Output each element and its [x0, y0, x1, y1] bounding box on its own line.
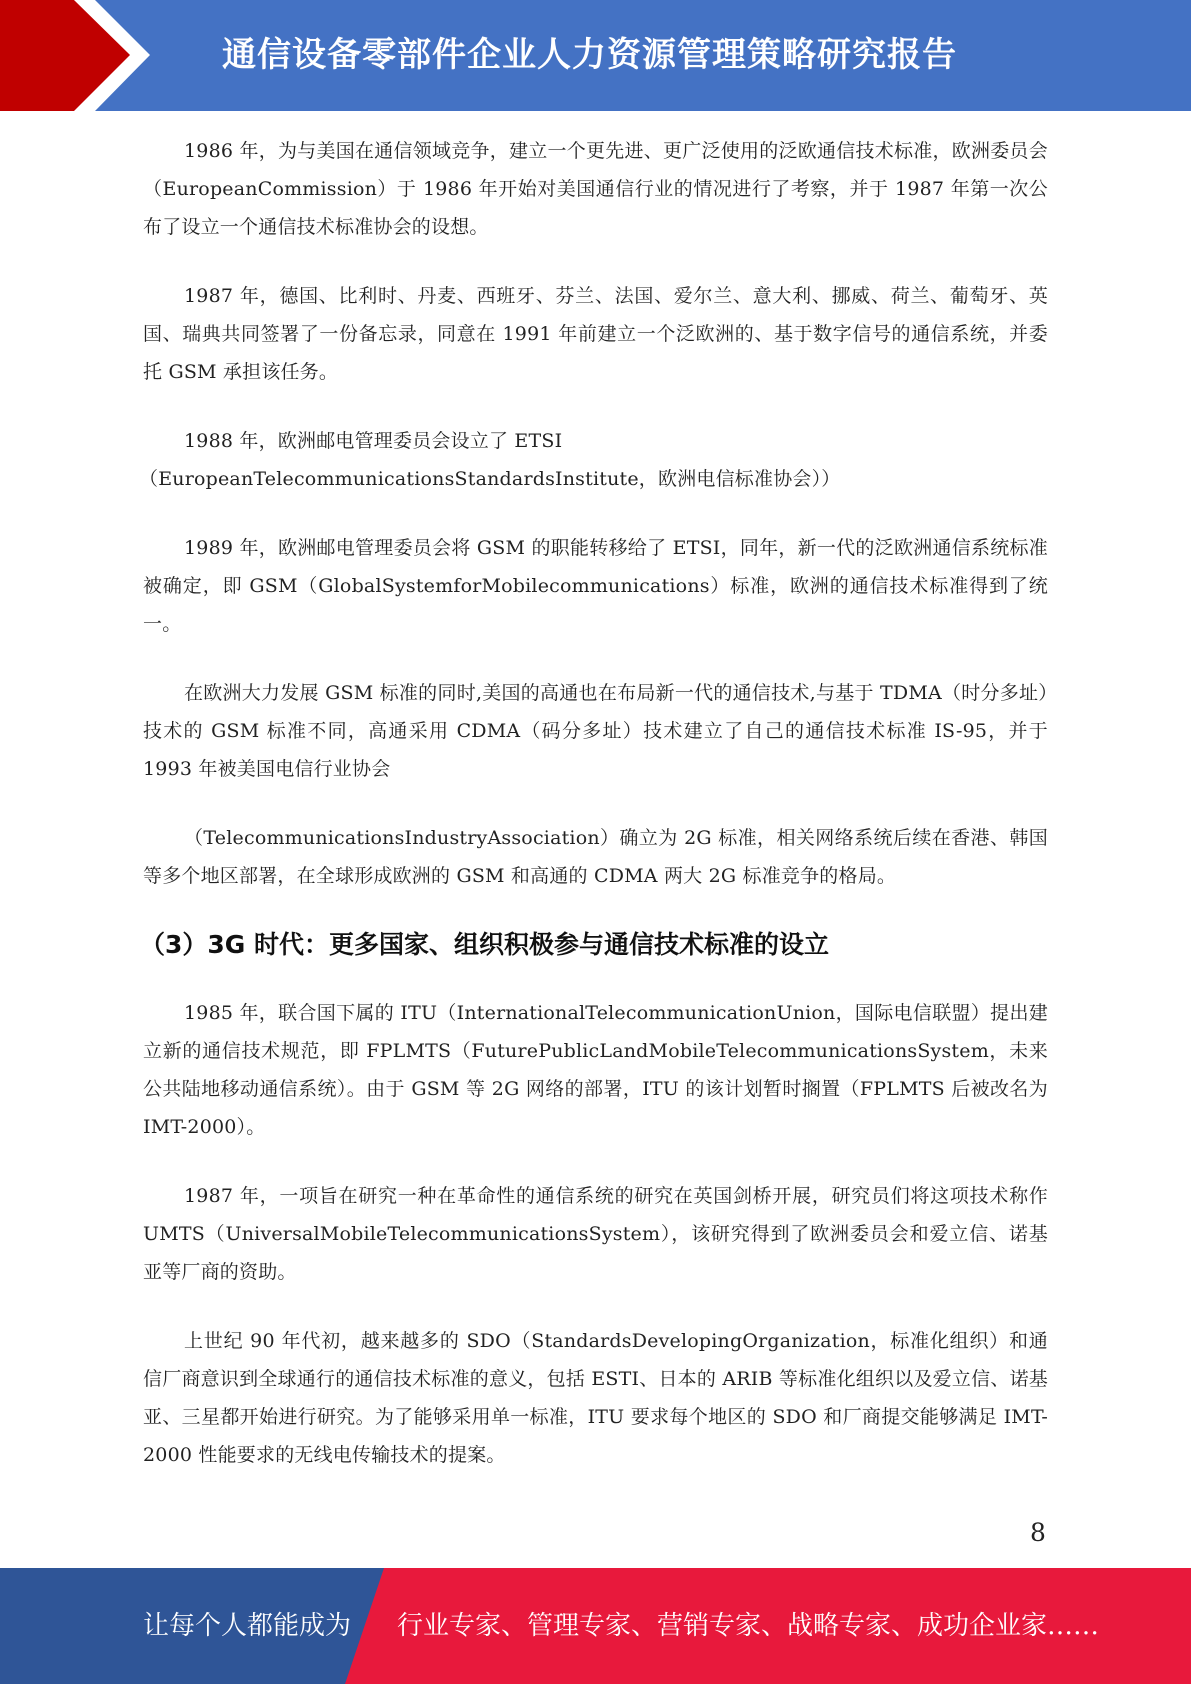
paragraph: 1988 年，欧洲邮电管理委员会设立了 ETSI	[184, 430, 563, 452]
paragraph: （TelecommunicationsIndustryAssociation）确立为 2G 标准，相关网络系统后续在香港、韩国等多个地区部署，在全球形成欧洲的 GSM 和高通的 CDMA 两大 2G 标准竞争的格局。	[143, 827, 1048, 887]
header-title: 通信设备零部件企业人力资源管理策略研究报告	[222, 35, 957, 75]
section-heading: （3）3G 时代：更多国家、组织积极参与通信技术标准的设立	[140, 930, 830, 959]
document-body	[139, 132, 1048, 1505]
paragraph: （EuropeanTelecommunicationsStandardsInstitute，欧洲电信标准协会））	[139, 468, 841, 490]
footer-slogan-left: 让每个人都能成为	[143, 1611, 352, 1641]
footer-slogan-right: 行业专家、管理专家、营销专家、战略专家、成功企业家……	[397, 1611, 1100, 1641]
chevron-arrow-icon	[0, 0, 160, 111]
paragraph: 1986 年，为与美国在通信领域竞争，建立一个更先进、更广泛使用的泛欧通信技术标准，欧洲委员会（EuropeanCommission）于 1986 年开始对美国通信行业的情况进行了考察，并于 1987 年第一次公布了设立一个通信技术标准协会的设想。	[143, 140, 1048, 238]
page-number: 8	[1030, 1518, 1046, 1547]
paragraph: 在欧洲大力发展 GSM 标准的同时,美国的高通也在布局新一代的通信技术,与基于 TDMA（时分多址）技术的 GSM 标准不同，高通采用 CDMA（码分多址）技术建立了自己的通信技术标准 IS-95，并于 1993 年被美国电信行业协会	[143, 682, 1048, 780]
paragraph: 上世纪 90 年代初，越来越多的 SDO（StandardsDevelopingOrganization，标准化组织）和通信厂商意识到全球通行的通信技术标准的意义，包括 ESTI、日本的 ARIB 等标准化组织以及爱立信、诺基亚、三星都开始进行研究。为了能够采用单一标准，ITU 要求每个地区的 SDO 和厂商提交能够满足 IMT-2000 性能要求的无线电传输技术的提案。	[143, 1330, 1048, 1466]
paragraph: 1987 年，德国、比利时、丹麦、西班牙、芬兰、法国、爱尔兰、意大利、挪威、荷兰、葡萄牙、英国、瑞典共同签署了一份备忘录，同意在 1991 年前建立一个泛欧洲的、基于数字信号的通信系统，并委托 GSM 承担该任务。	[143, 285, 1048, 383]
page-footer	[0, 1568, 1191, 1684]
paragraph: 1987 年，一项旨在研究一种在革命性的通信系统的研究在英国剑桥开展，研究员们将这项技术称作 UMTS（UniversalMobileTelecommunicationsSystem），该研究得到了欧洲委员会和爱立信、诺基亚等厂商的资助。	[143, 1185, 1048, 1283]
page-header	[0, 0, 1191, 111]
paragraph: 1985 年，联合国下属的 ITU（InternationalTelecommunicationUnion，国际电信联盟）提出建立新的通信技术规范，即 FPLMTS（FuturePublicLandMobileTelecommunicationsSystem，未来公共陆地移动通信系统）。由于 GSM 等 2G 网络的部署，ITU 的该计划暂时搁置（FPLMTS 后被改名为 IMT-2000）。	[143, 1002, 1048, 1138]
paragraph: 1989 年，欧洲邮电管理委员会将 GSM 的职能转移给了 ETSI，同年，新一代的泛欧洲通信系统标准被确定，即 GSM（GlobalSystemforMobilecommunications）标准，欧洲的通信技术标准得到了统一。	[143, 537, 1048, 635]
